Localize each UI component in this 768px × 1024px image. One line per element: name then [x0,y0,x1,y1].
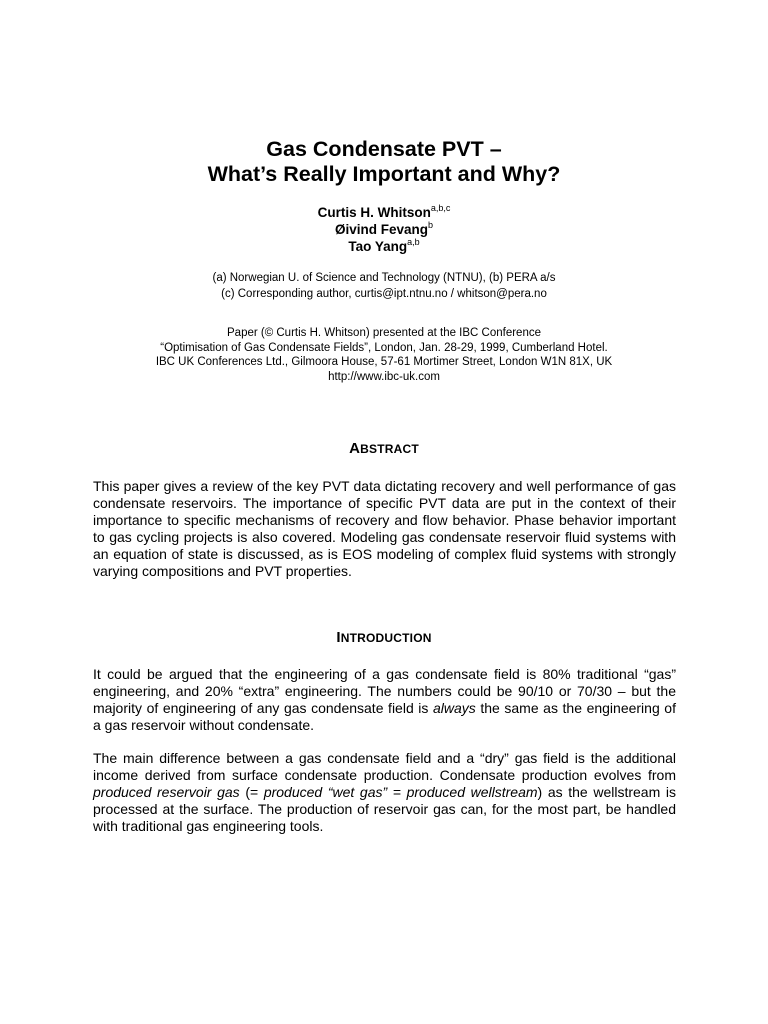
introduction-heading: INTRODUCTION [336,629,432,646]
conference-line: Paper (© Curtis H. Whitson) presented at the IBC Conference [227,327,541,339]
title-line-2: What’s Really Important and Why? [207,162,561,186]
author: Øivind Fevang$^b$ [334,220,434,237]
author-affil-sup: a,b [407,237,420,247]
abstract-heading: ABSTRACT [349,440,419,457]
conference-url: http://www.ibc-uk.com [328,370,440,383]
author-affil-sup: b [428,220,434,230]
author: Curtis H. Whitson$^{a,b,c}$ [317,203,451,220]
affiliations [0,270,768,302]
abstract-paragraph: This paper gives a review of the key PVT data dictating recovery and well performance of gas condensate reservoirs. The importance of specific PVT data are put in the context of their importance to specific mechanisms of recovery and flow behavior. Phase behavior important to gas cycling projects is also covered. Modeling gas condensate reservoir fluid systems with an equation of state is discussed, as is EOS modeling of complex fluid systems with strongly varying compositions and PVT properties. [93,478,676,579]
author: Tao Yang$^{a,b}$ [348,237,420,254]
affiliation-line: (c) Corresponding author, curtis@ipt.ntnu.no / whitson@pera.no [221,288,547,300]
conference-info [0,326,768,384]
introduction-paragraph-2: The main difference between a gas condensate field and a “dry” gas field is the additional income derived from surface condensate production. Condensate production evolves from produced reservoir gas (= produced “wet gas” = produced wellstream) as the wellstream is processed at the surface. The production of reservoir gas can, for the most part, be handled with traditional gas engineering tools. [93,750,677,834]
conference-line: IBC UK Conferences Ltd., Gilmoora House, 57-61 Mortimer Street, London W1N 81X, UK [155,356,613,368]
affiliation-line: (a) Norwegian U. of Science and Technology (NTNU), (b) PERA a/s [212,272,556,284]
author-affil-sup: a,b,c [430,203,451,213]
paper-title [0,137,768,187]
introduction-paragraph-1: It could be argued that the engineering of a gas condensate field is 80% traditional “gas” engineering, and 20% “extra” engineering. The numbers could be 90/10 or 70/30 – but the majority of engineering of any gas condensate field is always the same as the engineering of a gas reservoir without condensate. [93,666,676,733]
title-line-1: Gas Condensate PVT – [266,137,502,161]
conference-line: “Optimisation of Gas Condensate Fields”, London, Jan. 28-29, 1999, Cumberland Hotel. [160,341,608,354]
author-list [0,204,768,255]
